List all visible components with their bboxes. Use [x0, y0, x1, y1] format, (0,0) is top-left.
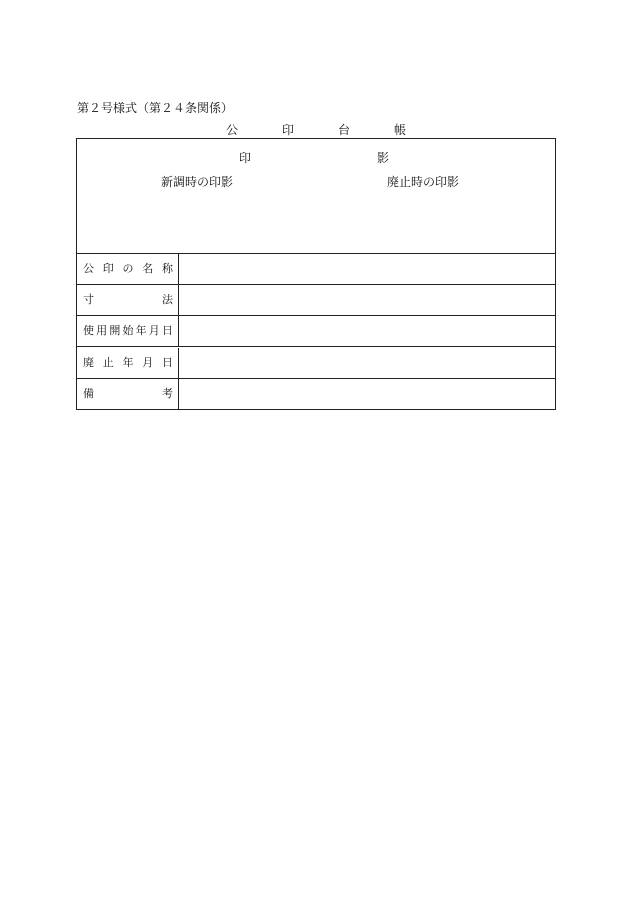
label-char: 年 [135, 324, 147, 337]
label-char: 止 [102, 356, 114, 369]
label-char: 考 [162, 387, 173, 400]
label-char: 日 [161, 324, 173, 337]
seal-impression-area [77, 139, 555, 254]
label-char: 開 [109, 324, 121, 337]
ledger-title-char: 帳 [393, 123, 406, 137]
impression-heading [239, 149, 389, 166]
row-remarks [77, 379, 555, 410]
label-char: 名 [142, 262, 154, 275]
ledger-title [226, 121, 406, 138]
impression-heading-char: 影 [376, 151, 389, 165]
seal-ledger-table [76, 138, 556, 410]
row-value-cell [179, 316, 555, 346]
new-impression-label: 新調時の印影 [161, 175, 234, 189]
ledger-title-char: 台 [337, 123, 350, 137]
label-char: 年 [122, 356, 134, 369]
label-char: 廃 [83, 356, 94, 369]
row-value-cell [179, 285, 555, 315]
impression-heading-char: 印 [239, 151, 252, 165]
row-dimensions [77, 285, 555, 316]
form-number: 第２号様式（第２４条関係） [77, 101, 234, 115]
row-label-cell [77, 254, 179, 284]
row-label-cell [77, 285, 179, 315]
row-label [83, 387, 173, 401]
row-label [83, 356, 173, 370]
ledger-title-char: 公 [226, 123, 239, 137]
label-char: 始 [122, 324, 134, 337]
label-char: の [122, 262, 134, 275]
label-char: 称 [162, 262, 173, 275]
label-char: 日 [162, 356, 173, 369]
row-label [83, 262, 173, 276]
row-value-cell [179, 348, 555, 378]
row-seal-name [77, 254, 555, 285]
ledger-title-char: 印 [281, 123, 294, 137]
row-label [83, 293, 173, 307]
row-value-cell [179, 379, 555, 410]
label-char: 法 [162, 293, 173, 306]
row-start-date [77, 316, 555, 347]
row-label-cell [77, 316, 179, 346]
row-label-cell [77, 348, 179, 378]
label-char: 月 [142, 356, 154, 369]
row-label [83, 324, 173, 338]
label-char: 使 [83, 324, 94, 337]
row-label-cell [77, 379, 179, 410]
label-char: 公 [83, 262, 94, 275]
row-abolish-date [77, 348, 555, 379]
label-char: 印 [102, 262, 114, 275]
row-value-cell [179, 254, 555, 284]
abolish-impression-label: 廃止時の印影 [387, 175, 460, 189]
label-char: 寸 [83, 293, 94, 306]
label-char: 用 [96, 324, 108, 337]
label-char: 備 [83, 387, 94, 400]
label-char: 月 [148, 324, 160, 337]
